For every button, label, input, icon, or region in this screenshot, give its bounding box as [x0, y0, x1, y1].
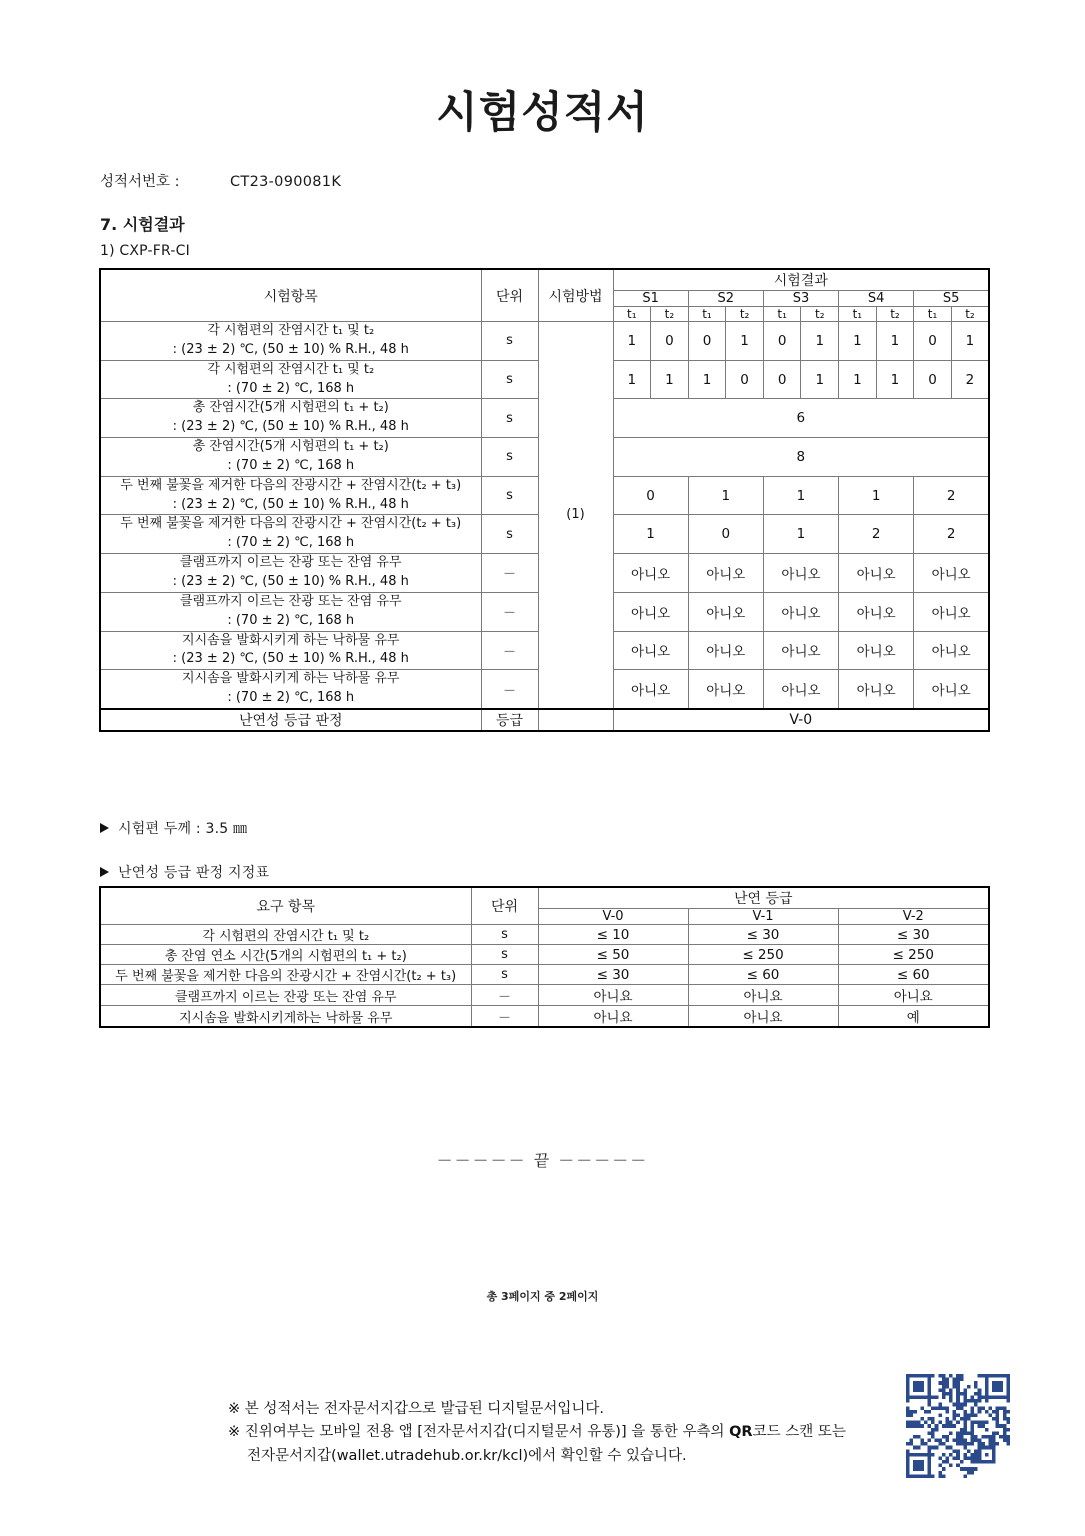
table2-header: [100, 887, 989, 925]
grade-method: [538, 709, 613, 731]
row-unit: －: [471, 985, 538, 1006]
header-grade-v0: V-0: [538, 909, 688, 925]
result-cell: 아니오: [688, 631, 763, 670]
result-cell: 1: [726, 322, 764, 361]
test-results-table: [99, 268, 990, 732]
header-flame-grade: 난연 등급: [538, 887, 989, 909]
row-item-label: [100, 592, 481, 631]
grade-value-cell: 아니요: [538, 1006, 688, 1028]
table-row: [100, 925, 989, 945]
header-t1: t₁: [839, 307, 877, 322]
footer-notice: [228, 1398, 888, 1468]
row-item-label: 지시솜을 발화시키게하는 낙하물 유무: [100, 1006, 471, 1028]
row-item-label: [100, 322, 481, 361]
grade-value-cell: ≤ 30: [538, 965, 688, 985]
grade-value-cell: 아니요: [838, 985, 989, 1006]
grade-value-cell: ≤ 60: [688, 965, 838, 985]
row-method: (1): [538, 322, 613, 709]
page-title: 시험성적서: [436, 88, 649, 138]
header-specimen-s3: S3: [763, 291, 838, 307]
result-cell: 0: [914, 322, 952, 361]
report-number-label: 성적서번호 :: [100, 174, 180, 190]
row-item-label: 클램프까지 이르는 잔광 또는 잔염 유무: [100, 985, 471, 1006]
end-mark: －－－－－ 끝 －－－－－: [436, 1151, 649, 1170]
section-heading: 7. 시험결과: [100, 215, 185, 234]
result-cell: 아니오: [839, 592, 914, 631]
result-cell: 아니오: [613, 631, 688, 670]
header-specimen-s2: S2: [688, 291, 763, 307]
result-cell: 1: [651, 360, 689, 399]
row-item-line2: : (23 ± 2) ℃, (50 ± 10) % R.H., 48 h: [172, 419, 409, 435]
row-item-line1: 지시솜을 발화시키게 하는 낙하물 유무: [182, 671, 400, 687]
row-item-label: [100, 476, 481, 515]
footer-line-3: 전자문서지갑(wallet.utradehub.or.kr/kcl)에서 확인할 수 있습니다.: [247, 1447, 687, 1464]
row-item-line2: : (70 ± 2) ℃, 168 h: [227, 690, 355, 706]
note-grade-table: [100, 862, 269, 882]
result-cell: 2: [839, 515, 914, 554]
result-cell: 1: [876, 360, 914, 399]
header-item: 시험항목: [100, 269, 481, 322]
report-number: [100, 170, 341, 191]
row-item-line2: : (70 ± 2) ℃, 168 h: [227, 457, 355, 473]
result-cell: 아니오: [914, 631, 989, 670]
row-item-line1: 각 시험편의 잔염시간 t₁ 및 t₂: [207, 323, 375, 338]
result-cell: 1: [839, 476, 914, 515]
result-cell: 0: [763, 322, 801, 361]
result-cell: 아니오: [688, 670, 763, 709]
result-cell: 아니오: [839, 631, 914, 670]
header-requirement-item: 요구 항목: [100, 887, 471, 925]
row-unit: s: [471, 965, 538, 985]
grade-value-cell: ≤ 250: [688, 945, 838, 965]
result-cell: 1: [839, 322, 877, 361]
row-unit: s: [481, 360, 538, 399]
row-item-line2: : (70 ± 2) ℃, 168 h: [227, 380, 355, 396]
result-cell: 아니오: [839, 670, 914, 709]
result-cell: 1: [613, 322, 651, 361]
row-unit: s: [481, 322, 538, 361]
result-cell: 아니오: [914, 592, 989, 631]
grade-criteria-table: [99, 886, 990, 1028]
table-row: [100, 945, 989, 965]
grade-value-cell: ≤ 50: [538, 945, 688, 965]
row-item-label: 총 잔염 연소 시간(5개의 시험편의 t₁ + t₂): [100, 945, 471, 965]
header-specimen-s1: S1: [613, 291, 688, 307]
result-cell: 0: [726, 360, 764, 399]
header-specimen-s4: S4: [839, 291, 914, 307]
result-cell: 1: [951, 322, 989, 361]
result-cell: 아니오: [914, 670, 989, 709]
report-number-value: CT23-090081K: [230, 174, 342, 190]
row-unit: －: [471, 1006, 538, 1028]
grade-value-cell: ≤ 60: [838, 965, 989, 985]
row-item-label: 두 번째 불꽃을 제거한 다음의 잔광시간 + 잔염시간(t₂ + t₃): [100, 965, 471, 985]
header-row-1: [100, 269, 989, 291]
result-cell: 아니오: [763, 592, 838, 631]
footer-line-1: ※ 본 성적서는 전자문서지갑으로 발급된 디지털문서입니다.: [228, 1401, 604, 1417]
result-cell: 아니오: [763, 631, 838, 670]
grade-value-cell: ≤ 10: [538, 925, 688, 945]
header-method: 시험방법: [538, 269, 613, 322]
result-cell: 2: [914, 476, 989, 515]
grade-row: [100, 709, 989, 731]
row-unit: －: [481, 554, 538, 593]
header-t2: t₂: [876, 307, 914, 322]
grade-value-cell: ≤ 30: [838, 925, 989, 945]
header-row-1: [100, 887, 989, 909]
row-item-line2: : (23 ± 2) ℃, (50 ± 10) % R.H., 48 h: [172, 573, 409, 589]
row-item-label: [100, 631, 481, 670]
result-cell: 아니오: [613, 554, 688, 593]
footer-qr-word: QR: [729, 1424, 753, 1441]
grade-value-cell: 아니요: [688, 1006, 838, 1028]
row-unit: －: [481, 631, 538, 670]
header-results: 시험결과: [613, 269, 989, 291]
row-item-line2: : (70 ± 2) ℃, 168 h: [227, 612, 355, 628]
row-item-label: [100, 360, 481, 399]
row-item-label: [100, 399, 481, 438]
grade-value-cell: 아니요: [538, 985, 688, 1006]
grade-value-cell: 아니요: [688, 985, 838, 1006]
result-cell: 0: [688, 322, 726, 361]
header-t2: t₂: [951, 307, 989, 322]
table-header: [100, 269, 989, 322]
header-unit: 단위: [471, 887, 538, 925]
header-t1: t₁: [914, 307, 952, 322]
table-row: [100, 1006, 989, 1028]
footer-line-2: [228, 1421, 888, 1444]
result-cell: 1: [839, 360, 877, 399]
bullet-triangle-icon: [100, 867, 109, 877]
result-cell: 0: [613, 476, 688, 515]
result-cell: 0: [688, 515, 763, 554]
table-row: [100, 985, 989, 1006]
row-item-line1: 총 잔염시간(5개 시험편의 t₁ + t₂): [192, 400, 389, 416]
result-cell: 아니오: [763, 670, 838, 709]
header-t1: t₁: [763, 307, 801, 322]
row-item-label: [100, 554, 481, 593]
result-cell: 아니오: [688, 592, 763, 631]
header-t1: t₁: [688, 307, 726, 322]
result-cell: 아니오: [613, 592, 688, 631]
row-unit: s: [481, 399, 538, 438]
result-cell: 1: [876, 322, 914, 361]
result-cell: 아니오: [688, 554, 763, 593]
row-item-label: [100, 438, 481, 477]
row-item-line2: : (23 ± 2) ℃, (50 ± 10) % R.H., 48 h: [172, 651, 409, 667]
header-grade-v1: V-1: [688, 909, 838, 925]
result-cell: 아니오: [763, 554, 838, 593]
result-cell: 아니오: [839, 554, 914, 593]
result-cell: 아니오: [613, 670, 688, 709]
row-item-label: [100, 515, 481, 554]
result-cell: 1: [801, 322, 839, 361]
result-cell: 0: [914, 360, 952, 399]
footer-line-2a: ※ 진위여부는 모바일 전용 앱 [전자문서지갑(디지털문서 유통)] 을 통한 우측의: [228, 1424, 730, 1441]
table-body: [100, 322, 989, 731]
result-cell: 1: [613, 360, 651, 399]
row-item-line1: 두 번째 불꽃을 제거한 다음의 잔광시간 + 잔염시간(t₂ + t₃): [120, 516, 462, 532]
page-count: 총 3페이지 중 2페이지: [486, 1290, 599, 1303]
result-cell: 2: [951, 360, 989, 399]
header-t2: t₂: [726, 307, 764, 322]
note-specimen-thickness: [100, 818, 247, 838]
result-cell: 2: [914, 515, 989, 554]
bullet-triangle-icon: [100, 823, 109, 833]
header-t1: t₁: [613, 307, 651, 322]
footer-line-2c: 코드 스캔 또는: [752, 1424, 846, 1441]
note-thickness-text: 시험편 두께 : 3.5 ㎜: [118, 821, 248, 837]
result-cell: 1: [801, 360, 839, 399]
header-t2: t₂: [801, 307, 839, 322]
result-cell: 8: [613, 438, 989, 477]
result-cell: 1: [763, 476, 838, 515]
result-cell: 1: [763, 515, 838, 554]
result-cell: 1: [688, 360, 726, 399]
header-specimen-s5: S5: [914, 291, 989, 307]
result-cell: 1: [688, 476, 763, 515]
row-unit: －: [481, 592, 538, 631]
grade-value: V-0: [613, 709, 989, 731]
row-item-line2: : (70 ± 2) ℃, 168 h: [227, 535, 355, 551]
result-cell: 0: [763, 360, 801, 399]
row-item-line2: : (23 ± 2) ℃, (50 ± 10) % R.H., 48 h: [172, 496, 409, 512]
result-cell: 1: [613, 515, 688, 554]
row-item-line2: : (23 ± 2) ℃, (50 ± 10) % R.H., 48 h: [172, 341, 409, 357]
row-item-line1: 클램프까지 이르는 잔광 또는 잔염 유무: [179, 555, 402, 571]
row-unit: s: [481, 515, 538, 554]
result-cell: 0: [651, 322, 689, 361]
row-item-line1: 클램프까지 이르는 잔광 또는 잔염 유무: [179, 593, 402, 609]
table2-body: [100, 925, 989, 1028]
row-unit: s: [471, 925, 538, 945]
grade-unit: 등급: [481, 709, 538, 731]
header-grade-v2: V-2: [838, 909, 989, 925]
header-unit: 단위: [481, 269, 538, 322]
result-cell: 6: [613, 399, 989, 438]
row-item-label: [100, 670, 481, 709]
row-item-line1: 총 잔염시간(5개 시험편의 t₁ + t₂): [192, 439, 389, 455]
row-unit: s: [481, 476, 538, 515]
grade-label: 난연성 등급 판정: [100, 709, 481, 731]
header-t2: t₂: [651, 307, 689, 322]
row-item-line1: 두 번째 불꽃을 제거한 다음의 잔광시간 + 잔염시간(t₂ + t₃): [120, 477, 462, 493]
row-item-line1: 지시솜을 발화시키게 하는 낙하물 유무: [182, 632, 400, 648]
grade-value-cell: 예: [838, 1006, 989, 1028]
row-unit: －: [481, 670, 538, 709]
row-item-label: 각 시험편의 잔염시간 t₁ 및 t₂: [100, 925, 471, 945]
row-item-line1: 각 시험편의 잔염시간 t₁ 및 t₂: [207, 361, 375, 377]
row-unit: s: [481, 438, 538, 477]
table-row: [100, 965, 989, 985]
qr-code: [906, 1374, 1010, 1478]
grade-value-cell: ≤ 30: [688, 925, 838, 945]
note-grade-table-text: 난연성 등급 판정 지정표: [118, 865, 270, 881]
sub-heading-sample: 1) CXP-FR-CI: [100, 243, 190, 259]
row-unit: s: [471, 945, 538, 965]
grade-value-cell: ≤ 250: [838, 945, 989, 965]
table-row: [100, 322, 989, 361]
result-cell: 아니오: [914, 554, 989, 593]
